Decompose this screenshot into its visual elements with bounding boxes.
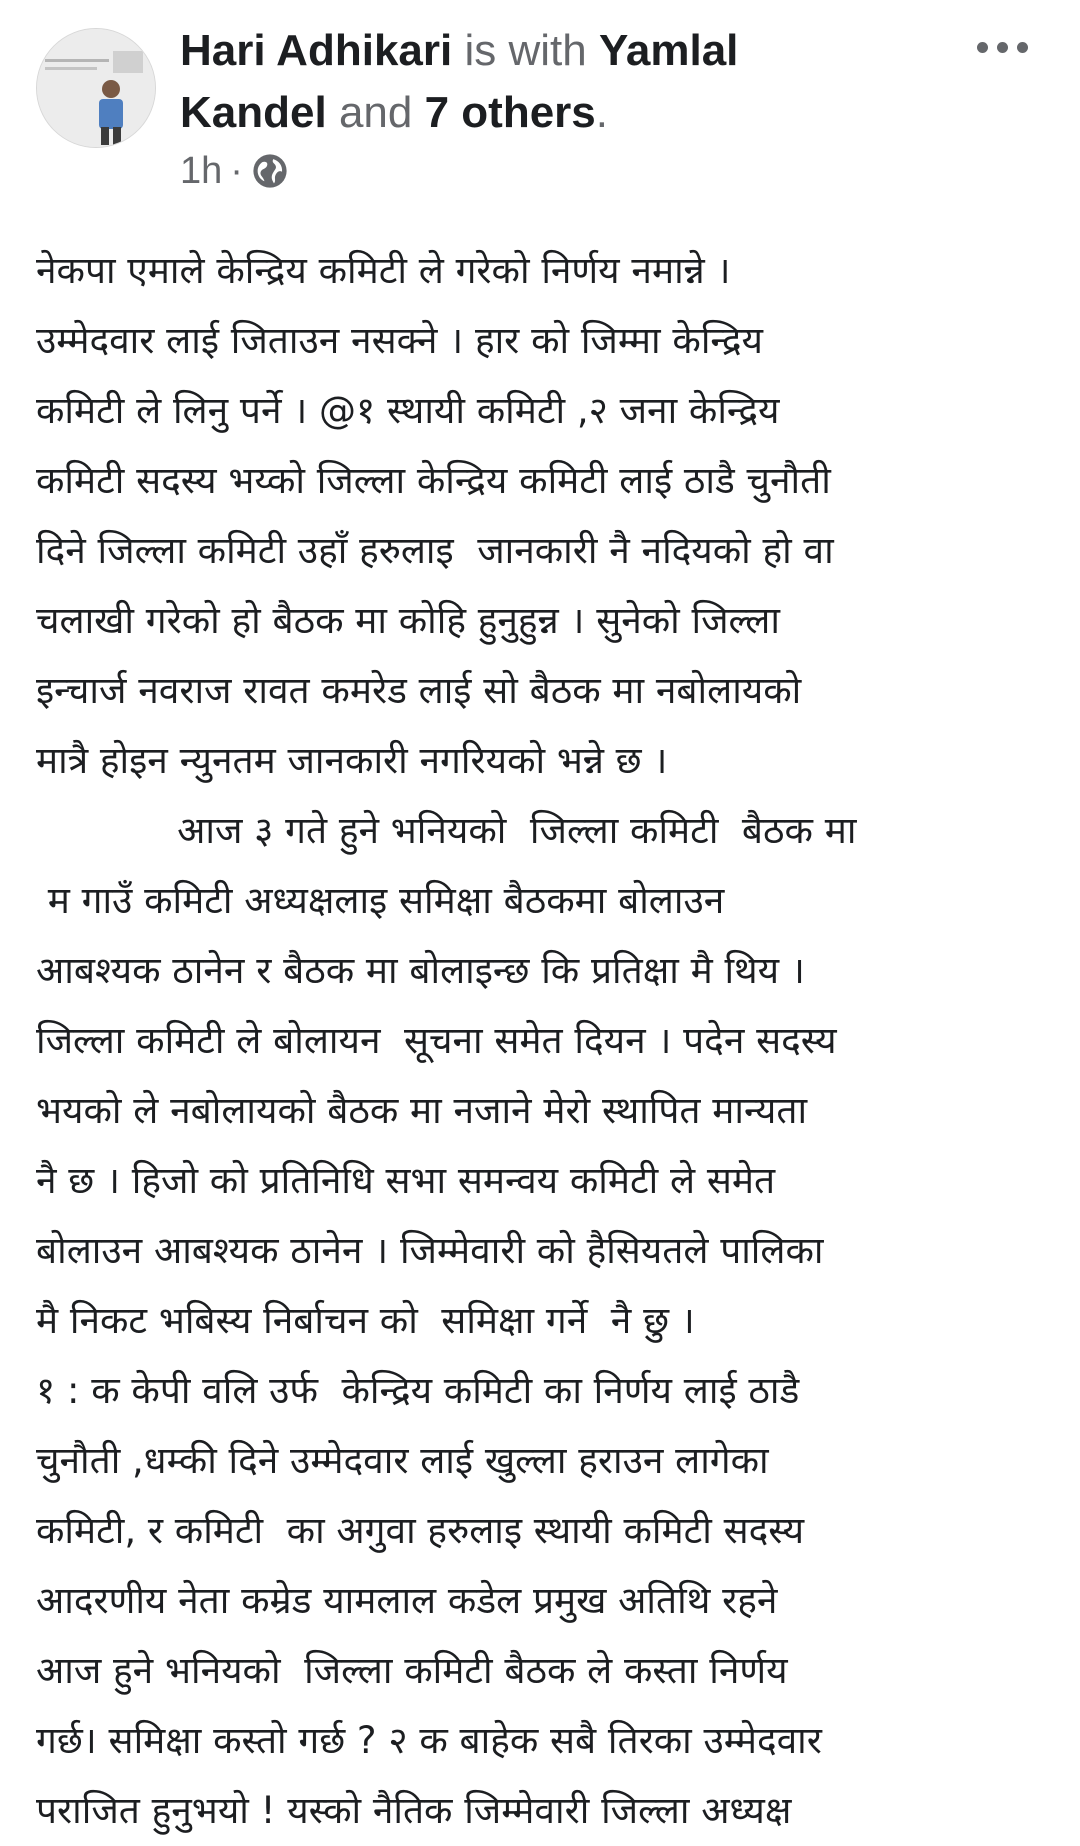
- profile-photo-icon: [37, 29, 155, 147]
- post-text-line: भयको ले नबोलायको बैठक मा नजाने मेरो स्थापित मान्यता: [36, 1089, 808, 1132]
- post-text-line: पराजित हुनुभयो ! यस्को नैतिक जिम्मेवारी जिल्ला अध्यक्ष: [36, 1789, 792, 1832]
- post-text-line: नेकपा एमाले केन्द्रिय कमिटी ले गरेको निर्णय नमान्ने ।: [36, 249, 731, 292]
- post-timestamp[interactable]: 1h: [180, 149, 223, 192]
- post-meta: [180, 146, 289, 196]
- tagged-person-first-name[interactable]: Yamlal: [598, 26, 739, 75]
- post-text-line: आज ३ गते हुने भनियको जिल्ला कमिटी बैठक मा: [36, 809, 857, 852]
- post-text-line: नै छ । हिजो को प्रतिनिधि सभा समन्वय कमिटी ले समेत: [36, 1159, 776, 1202]
- with-text: is with: [464, 26, 587, 75]
- post-text-line: मात्रै होइन न्युनतम जानकारी नगरियको भन्ने छ ।: [36, 739, 668, 782]
- post-text-line: कमिटी, र कमिटी का अगुवा हरुलाइ स्थायी कमिटी सदस्य: [36, 1509, 805, 1552]
- post-text-line: उम्मेदवार लाई जिताउन नसक्ने । हार को जिम्मा केन्द्रिय: [36, 319, 763, 362]
- more-options-button[interactable]: [962, 22, 1042, 72]
- post-text-line: १ : क केपी वलि उर्फ केन्द्रिय कमिटी का निर्णय लाई ठाडै: [36, 1369, 800, 1412]
- post-text-line: आदरणीय नेता कम्रेड यामलाल कडेल प्रमुख अतिथि रहने: [36, 1579, 778, 1622]
- post-text-line: जिल्ला कमिटी ले बोलायन सूचना समेत दियन । पदेन सदस्य: [36, 1019, 837, 1062]
- post-text-line: बोलाउन आबश्यक ठानेन । जिम्मेवारी को हैसियतले पालिका: [36, 1229, 824, 1272]
- post-text-line: आबश्यक ठानेन र बैठक मा बोलाइन्छ कि प्रतिक्षा मै थिय ।: [36, 949, 805, 992]
- meta-separator: ·: [230, 149, 243, 192]
- post-header-text: [180, 20, 820, 144]
- post-text-line: म गाउँ कमिटी अध्यक्षलाइ समिक्षा बैठकमा बोलाउन: [36, 879, 725, 922]
- header-period: .: [595, 88, 608, 137]
- post-text-line: कमिटी ले लिनु पर्ने । @१ स्थायी कमिटी ,२ जना केन्द्रिय: [36, 389, 780, 432]
- post-text-line: गर्छ। समिक्षा कस्तो गर्छ ? २ क बाहेक सबै तिरका उम्मेदवार: [36, 1719, 822, 1762]
- tagged-person-last-name[interactable]: Kandel: [180, 88, 327, 137]
- author-avatar[interactable]: [36, 28, 156, 148]
- more-horizontal-icon-dot-3: [1017, 42, 1028, 53]
- post-text-line: आज हुने भनियको जिल्ला कमिटी बैठक ले कस्ता निर्णय: [36, 1649, 788, 1692]
- post-text-line: इन्चार्ज नवराज रावत कमरेड लाई सो बैठक मा नबोलायको: [36, 669, 802, 712]
- and-text: and: [338, 88, 413, 137]
- post-header: [0, 0, 1080, 210]
- post-text-line: दिने जिल्ला कमिटी उहाँ हरुलाइ जानकारी नै नदियको हो वा: [36, 529, 834, 572]
- post-text: [36, 236, 1046, 1846]
- post-text-line: चुनौती ,धम्की दिने उम्मेदवार लाई खुल्ला हराउन लागेका: [36, 1439, 769, 1482]
- more-horizontal-icon: [977, 42, 988, 53]
- post-text-line: चलाखी गरेको हो बैठक मा कोहि हुनुहुन्न । सुनेको जिल्ला: [36, 599, 780, 642]
- author-name[interactable]: Hari Adhikari: [180, 26, 453, 75]
- post-text-line: कमिटी सदस्य भय्को जिल्ला केन्द्रिय कमिटी लाई ठाडै चुनौती: [36, 459, 831, 502]
- more-horizontal-icon-dot-2: [997, 42, 1008, 53]
- globe-icon[interactable]: [251, 152, 289, 190]
- tagged-others-link[interactable]: 7 others: [424, 88, 596, 137]
- post-text-line: मै निकट भबिस्य निर्बाचन को समिक्षा गर्ने नै छु ।: [36, 1299, 695, 1342]
